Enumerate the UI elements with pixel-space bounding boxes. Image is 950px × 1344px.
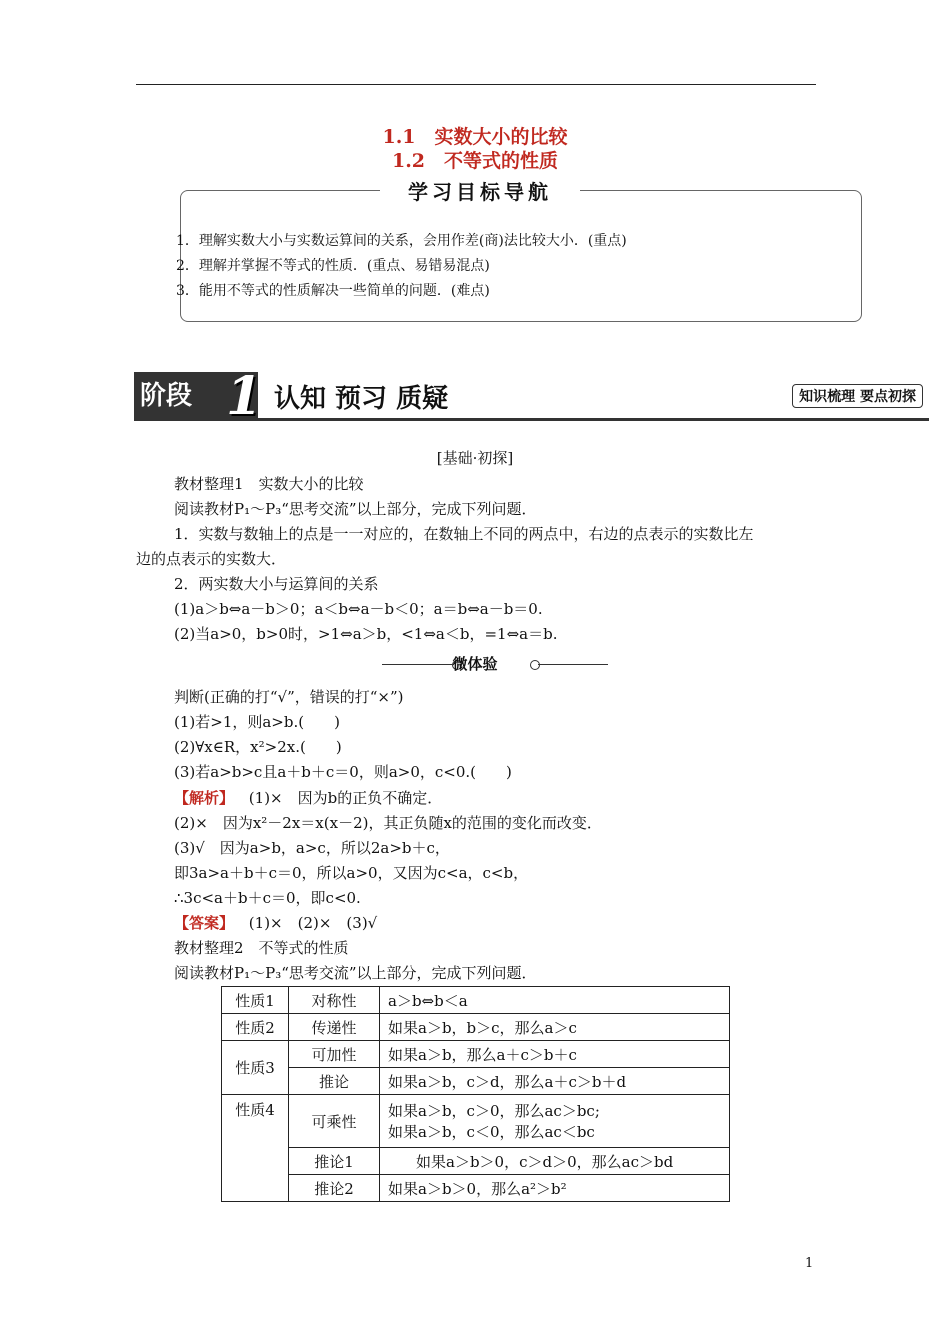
table-cell: 推论	[289, 1068, 380, 1095]
text-line: (1)若>1，则a>b.( )	[174, 713, 340, 731]
stage-banner	[134, 366, 929, 427]
table-row	[222, 1068, 730, 1095]
text-line: ∴3c<a＋b＋c＝0，即c<0.	[174, 889, 361, 907]
stage-underline	[134, 418, 929, 421]
text-line: (1)a＞b⇔a－b＞0；a＜b⇔a－b＜0；a＝b⇔a－b＝0.	[174, 600, 543, 618]
table-cell: 如果a＞b，b＞c，那么a＞c	[380, 1014, 730, 1041]
table-cell: 性质2	[222, 1014, 289, 1041]
micro-divider-right	[538, 664, 608, 665]
page-number: 1	[805, 1256, 814, 1271]
table-row	[222, 987, 730, 1014]
goal-item: 2．理解并掌握不等式的性质．(重点、易错易混点)	[176, 258, 490, 274]
answer-tag: 【答案】	[174, 914, 235, 932]
text-line: 边的点表示的实数大．	[136, 550, 287, 568]
text-line: 阅读教材P₁～P₃“思考交流”以上部分，完成下列问题．	[174, 964, 537, 982]
goal-item: 3．能用不等式的性质解决一些简单的问题．(难点)	[176, 283, 490, 299]
table-cell	[380, 1095, 730, 1148]
stage-title: 认知 预习 质疑	[274, 384, 449, 414]
table-row	[222, 1014, 730, 1041]
text-line: 2．两实数大小与运算间的关系	[174, 575, 379, 593]
top-rule	[136, 84, 816, 85]
answer-text: (1)× (2)× (3)√	[248, 914, 378, 932]
table-cell-line: 如果a＞b，c＜0，那么ac＜bc	[388, 1123, 595, 1141]
stage-number: 1	[226, 366, 263, 427]
table-cell: 性质4	[222, 1095, 289, 1202]
section-label: [基础·初探]	[436, 449, 514, 467]
title-line-1: 1.1 实数大小的比较	[382, 126, 568, 148]
text-line: 判断(正确的打“√”，错误的打“×”)	[174, 688, 404, 706]
table-cell: 推论1	[289, 1148, 380, 1175]
text-line: 教材整理2 不等式的性质	[174, 939, 349, 957]
table-cell: 对称性	[289, 987, 380, 1014]
table-cell: 性质3	[222, 1041, 289, 1095]
table-row	[222, 1148, 730, 1175]
stage-tag: 知识梳理 要点初探	[792, 384, 923, 408]
table-cell: 如果a＞b＞0，那么a²＞b²	[380, 1175, 730, 1202]
table-row	[222, 1041, 730, 1068]
table-cell: 如果a＞b，那么a＋c＞b＋c	[380, 1041, 730, 1068]
table-cell: 如果a＞b，c＞d，那么a＋c＞b＋d	[380, 1068, 730, 1095]
text-line: (3)若a>b>c且a＋b＋c＝0，则a>0，c<0.( )	[174, 763, 512, 781]
micro-header: 微体验	[452, 655, 498, 673]
analysis-line	[174, 786, 442, 810]
table-row	[222, 1095, 730, 1148]
text-line: 即3a>a＋b＋c＝0，所以a>0，又因为c<a，c<b，	[174, 864, 529, 882]
text-line: 1．实数与数轴上的点是一一对应的，在数轴上不同的两点中，右边的点表示的实数比左	[174, 525, 754, 543]
table-cell: a＞b⇔b＜a	[380, 987, 730, 1014]
text-line: (2)∀x∈R，x²>2x.( )	[174, 738, 342, 756]
table-row	[222, 1175, 730, 1202]
table-cell: 可加性	[289, 1041, 380, 1068]
table-cell-line: 如果a＞b，c＞0，那么ac＞bc;	[388, 1102, 600, 1120]
table-cell: 可乘性	[289, 1095, 380, 1148]
text-line: (2)× 因为x²－2x＝x(x－2)，其正负随x的范围的变化而改变．	[174, 814, 602, 832]
table-cell: 性质1	[222, 987, 289, 1014]
micro-dot-right	[530, 660, 540, 670]
goal-item: 1．理解实数大小与实数运算间的关系，会用作差(商)法比较大小．(重点)	[176, 233, 627, 249]
text-line: (2)当a>0，b>0时，>1⇔a＞b，<1⇔a＜b，=1⇔a＝b.	[174, 625, 558, 643]
analysis-text: (1)× 因为b的正负不确定．	[248, 789, 443, 807]
table-cell: 如果a＞b＞0，c＞d＞0，那么ac＞bd	[380, 1148, 730, 1175]
stage-label: 阶段	[134, 372, 258, 420]
text-line: 阅读教材P₁～P₃“思考交流”以上部分，完成下列问题．	[174, 500, 537, 518]
goals-header: 学习目标导航	[380, 176, 580, 202]
text-line: 教材整理1 实数大小的比较	[174, 475, 364, 493]
text-line: (3)√ 因为a>b，a>c，所以2a>b＋c，	[174, 839, 450, 857]
answer-line	[174, 911, 377, 935]
title-line-2: 1.2 不等式的性质	[391, 150, 559, 172]
properties-table	[221, 986, 730, 1202]
table-cell: 传递性	[289, 1014, 380, 1041]
analysis-tag: 【解析】	[174, 789, 235, 807]
table-cell: 推论2	[289, 1175, 380, 1202]
